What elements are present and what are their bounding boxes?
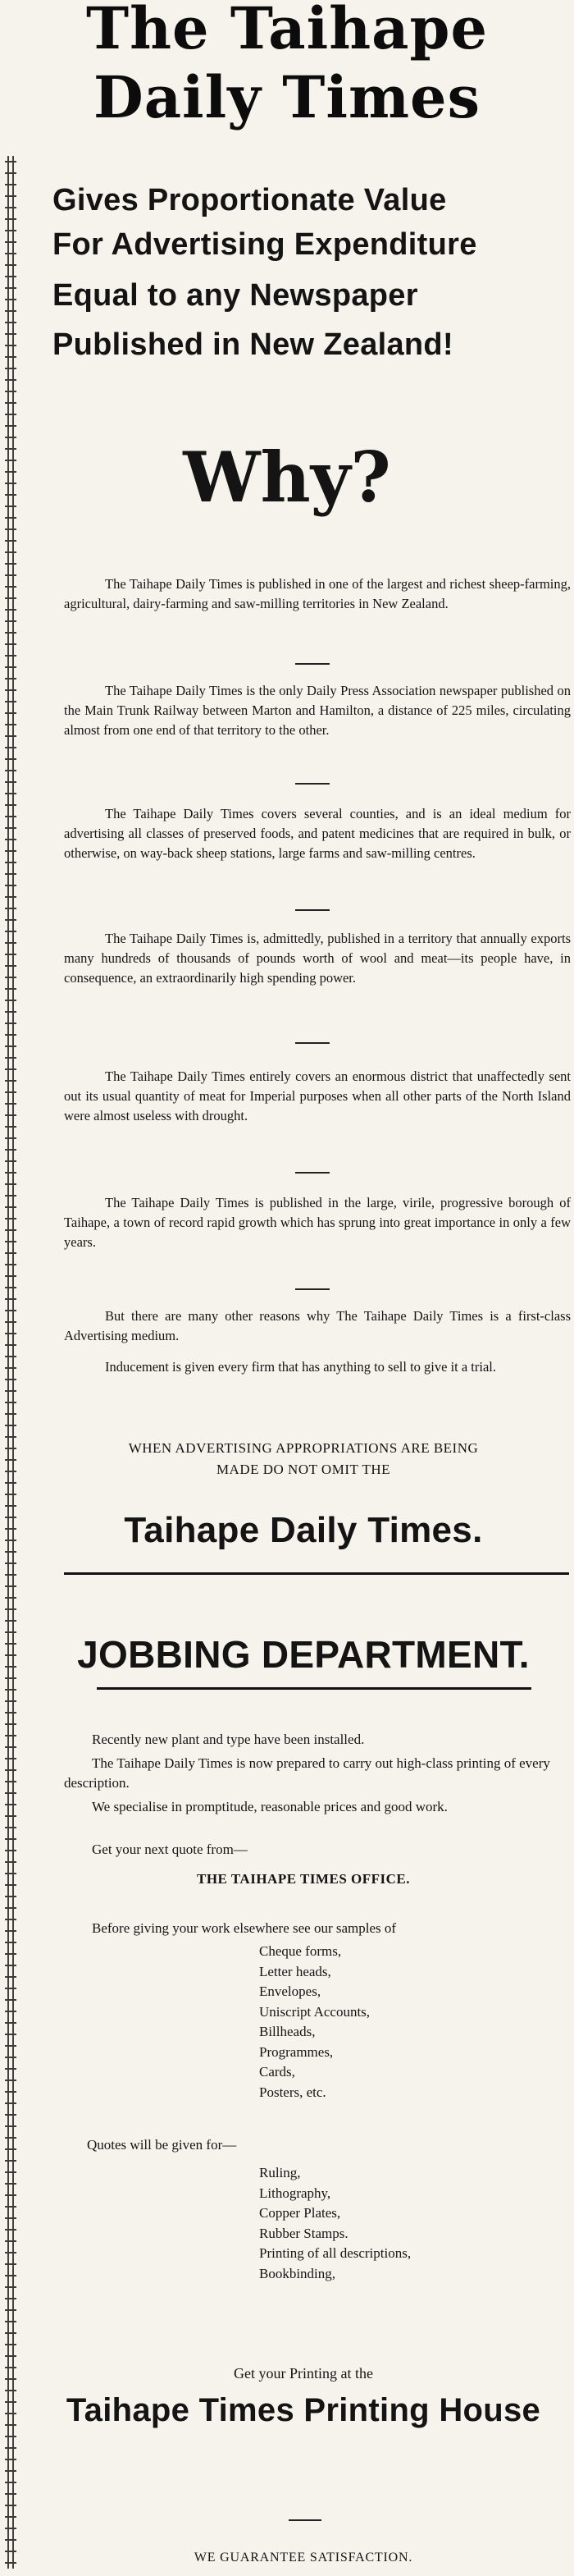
jobbing-line: Get your next quote from— [92,1842,248,1857]
quote-item: Lithography, [259,2185,331,2201]
why-heading: Why? [183,437,391,518]
reason-paragraph: The Taihape Daily Times is the only Daily Press Association newspaper published on the Main Trunk Railway between Marton and Hamilton, a distance of 225 miles, circulating almost from one end of that territory to the other. [64,683,571,738]
quote-item: Rubber Stamps. [259,2225,348,2241]
sample-item: Uniscript Accounts, [259,2003,371,2020]
jobbing-heading: JOBBING DEPARTMENT. [77,1633,530,1676]
quote-item: Ruling, [259,2165,301,2180]
masthead-line-2: Daily Times [93,63,481,131]
sample-item: Posters, etc. [259,2084,326,2100]
quotes-list [259,2163,571,2284]
samples-list [259,1942,571,2102]
divider [295,1288,330,1290]
paper-name: Taihape Daily Times. [124,1510,483,1550]
sample-item: Cheque forms, [259,1943,342,1959]
tagline-line-2: For Advertising Expenditure [52,227,477,262]
reason-paragraph: The Taihape Daily Times covers several counties, and is an ideal medium for advertising all classes of preserved foods, and patent medicines that are required in bulk, or otherwise, on way-back sheep stations, large farms and saw-milling centres. [64,806,571,861]
quote-item: Copper Plates, [259,2205,341,2221]
get-printing-line: Get your Printing at the [234,2365,373,2382]
samples-intro: Before giving your work elsewhere see our samples of [92,1920,397,1936]
reason-paragraph: The Taihape Daily Times is, admittedly, published in a territory that annually exports many hundreds of thousands of pounds worth of wool and meat—its people have, in consequence, an extraordinarily high spending power. [64,931,571,986]
sample-item: Cards, [259,2064,295,2080]
reason-paragraph: The Taihape Daily Times is published in the large, virile, progressive borough of Taihape, a town of record rapid growth which has sprung into great importance in only a few years. [64,1195,571,1250]
divider [295,1172,330,1174]
jobbing-line: We specialise in promptitude, reasonable prices and good work. [92,1799,448,1814]
section-rule [64,1572,569,1575]
inducement-paragraph: Inducement is given every firm that has anything to sell to give it a trial. [105,1359,497,1375]
guarantee-line: WE GUARANTEE SATISFACTION. [194,2551,413,2565]
jobbing-line: The Taihape Daily Times is now prepared to carry out high-class printing of every description. [64,1755,550,1791]
divider [295,783,330,785]
sample-item: Letter heads, [259,1963,331,1979]
quote-item: Bookbinding, [259,2265,336,2281]
divider [289,2519,321,2521]
printing-house-name: Taihape Times Printing House [66,2392,541,2428]
office-name: THE TAIHAPE TIMES OFFICE. [197,1871,410,1887]
appropriations-line-2: MADE DO NOT OMIT THE [216,1462,391,1477]
masthead-line-1: The Taihape [86,0,488,62]
sample-item: Envelopes, [259,1983,321,1999]
tagline-line-1: Gives Proportionate Value [52,183,447,217]
sample-item: Programmes, [259,2043,334,2060]
more-reasons-paragraph: But there are many other reasons why The Taihape Daily Times is a first-class Advertising medium. [64,1308,571,1343]
sample-item: Billheads, [259,2024,316,2039]
appropriations-line-1: WHEN ADVERTISING APPROPRIATIONS ARE BEING [128,1440,479,1456]
heading-underline [97,1687,531,1690]
divider [295,909,330,911]
divider [295,663,330,665]
divider [295,1042,330,1044]
reason-paragraph: The Taihape Daily Times is published in one of the largest and richest sheep-farming, agricultural, dairy-farming and saw-milling territories in New Zealand. [64,576,571,611]
quote-item: Printing of all descriptions, [259,2245,412,2261]
tagline-line-4: Published in New Zealand! [52,327,453,362]
jobbing-line: Recently new plant and type have been installed. [92,1732,365,1747]
reason-paragraph: The Taihape Daily Times entirely covers an enormous district that unaffectedly sent out its usual quantity of meat for Imperial purposes when all other parts of the North Island were almost useless with drought. [64,1068,571,1123]
quotes-intro: Quotes will be given for— [87,2137,237,2153]
tagline-line-3: Equal to any Newspaper [52,278,418,313]
